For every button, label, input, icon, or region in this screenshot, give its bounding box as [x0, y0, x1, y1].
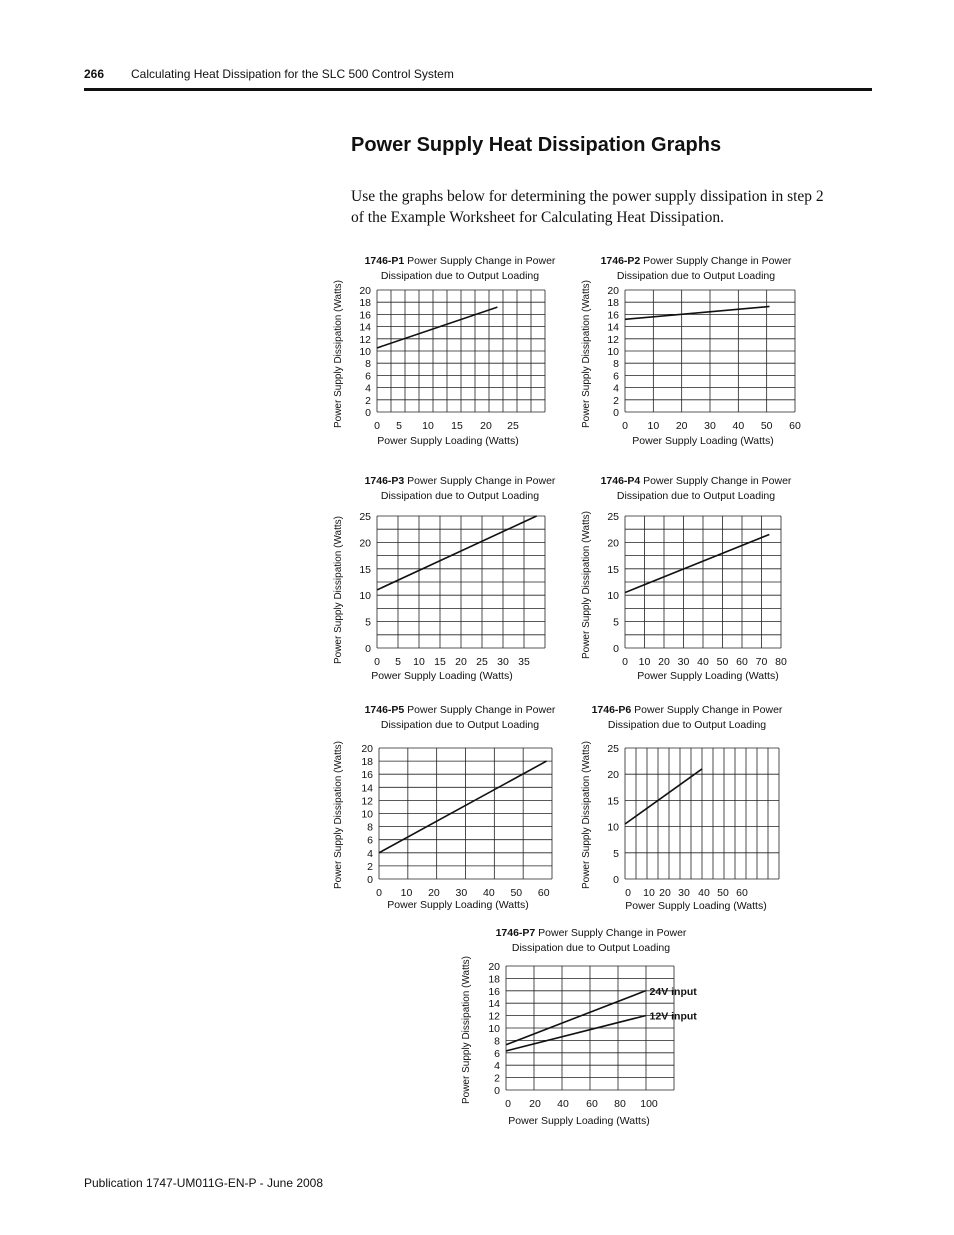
x-tick-label: 10 [647, 420, 660, 432]
chart-p4 [581, 475, 792, 682]
x-tick-label: 20 [529, 1098, 541, 1110]
x-tick-label: 25 [476, 656, 488, 668]
chart-title-model: 1746-P6 [591, 704, 632, 716]
y-tick-label: 2 [613, 394, 619, 407]
x-tick-label: 0 [622, 420, 628, 432]
x-tick-label: 10 [422, 420, 434, 432]
x-tick-label: 15 [451, 420, 463, 432]
y-tick-label: 20 [488, 961, 500, 973]
chart-title [601, 255, 792, 267]
y-tick-label: 18 [359, 297, 371, 310]
x-axis-label: Power Supply Loading (Watts) [387, 899, 529, 911]
x-axis-label: Power Supply Loading (Watts) [371, 670, 513, 682]
y-tick-label: 0 [365, 407, 371, 419]
y-tick-label: 10 [359, 346, 371, 358]
series-line [625, 306, 770, 319]
y-tick-label: 6 [365, 370, 371, 383]
x-tick-label: 40 [698, 887, 710, 899]
chart-p7 [461, 927, 697, 1127]
section-title: Power Supply Heat Dissipation Graphs [351, 134, 722, 156]
y-tick-label: 20 [607, 537, 619, 550]
x-tick-label: 0 [505, 1098, 511, 1110]
x-tick-label: 0 [625, 887, 631, 899]
x-tick-label: 60 [736, 887, 748, 899]
y-tick-label: 5 [613, 616, 619, 629]
y-tick-label: 18 [488, 973, 500, 986]
x-tick-label: 20 [659, 887, 671, 899]
y-tick-label: 4 [367, 847, 373, 860]
series-label: 24V input [649, 985, 697, 998]
x-tick-label: 0 [374, 656, 380, 668]
y-tick-label: 16 [607, 309, 619, 322]
chart-title-model: 1746-P4 [600, 475, 641, 487]
chart-title-model: 1746-P1 [364, 255, 405, 267]
y-tick-label: 8 [494, 1035, 500, 1048]
chart-title-text: Power Supply Change in Power [535, 927, 687, 939]
x-tick-label: 50 [510, 887, 523, 899]
y-tick-label: 8 [365, 358, 371, 371]
chart-title-text: Power Supply Change in Power [640, 255, 792, 267]
y-tick-label: 6 [367, 834, 373, 847]
x-tick-label: 50 [760, 420, 773, 432]
y-tick-label: 6 [494, 1047, 500, 1060]
x-tick-label: 20 [675, 420, 688, 432]
y-tick-label: 4 [365, 382, 371, 395]
y-tick-label: 16 [361, 769, 373, 782]
y-tick-label: 20 [361, 743, 373, 755]
series-line [625, 769, 702, 824]
chart-title-line2: Dissipation due to Output Loading [380, 719, 540, 731]
chart-title-model: 1746-P7 [495, 927, 536, 939]
chart-p3 [333, 475, 556, 682]
y-tick-label: 16 [359, 309, 371, 322]
x-tick-label: 0 [374, 420, 380, 432]
y-tick-label: 0 [613, 643, 619, 655]
y-tick-label: 20 [607, 285, 619, 297]
chart-title-text: Power Supply Change in Power [404, 475, 556, 487]
x-tick-label: 5 [395, 656, 401, 668]
x-tick-label: 80 [775, 656, 787, 668]
y-tick-label: 14 [361, 782, 373, 795]
chart-title [601, 475, 792, 487]
intro-paragraph: Use the graphs below for determining the power supply dissipation in step 2 of the Example Worksheet for Calculating Heat Dissipation. [351, 188, 824, 226]
running-header-title: Calculating Heat Dissipation for the SLC 500 Control System [131, 67, 454, 81]
x-tick-label: 10 [413, 656, 425, 668]
chart-p2 [581, 255, 801, 447]
y-tick-label: 5 [613, 847, 619, 860]
chart-title-line2: Dissipation due to Output Loading [380, 270, 540, 282]
y-tick-label: 5 [365, 616, 371, 629]
chart-title-text: Power Supply Change in Power [631, 704, 783, 716]
x-tick-label: 30 [455, 887, 468, 899]
y-axis-label: Power Supply Dissipation (Watts) [461, 955, 472, 1105]
chart-title-model: 1746-P2 [600, 255, 641, 267]
x-tick-label: 60 [537, 887, 550, 899]
y-axis-label: Power Supply Dissipation (Watts) [581, 510, 592, 660]
y-tick-label: 16 [488, 985, 500, 998]
y-tick-label: 15 [359, 563, 371, 576]
y-tick-label: 25 [607, 511, 619, 523]
y-tick-label: 2 [367, 860, 373, 873]
x-tick-label: 30 [704, 420, 716, 432]
x-tick-label: 30 [497, 656, 509, 668]
y-axis-label: Power Supply Dissipation (Watts) [333, 515, 344, 665]
page-number: 266 [84, 67, 105, 81]
series-line [377, 307, 497, 348]
y-tick-label: 10 [361, 808, 373, 821]
chart-title [496, 927, 687, 939]
y-tick-label: 0 [613, 407, 619, 419]
y-tick-label: 25 [607, 743, 619, 755]
y-tick-label: 10 [488, 1023, 500, 1035]
chart-title-text: Power Supply Change in Power [404, 255, 556, 267]
series-line [625, 534, 769, 592]
y-tick-label: 10 [607, 346, 619, 358]
y-tick-label: 6 [613, 370, 619, 383]
x-tick-label: 50 [717, 887, 729, 899]
y-axis-label: Power Supply Dissipation (Watts) [581, 740, 592, 890]
chart-title-line2: Dissipation due to Output Loading [607, 719, 767, 731]
series-label: 12V input [649, 1010, 697, 1023]
y-tick-label: 0 [365, 643, 371, 655]
x-tick-label: 50 [716, 656, 729, 668]
x-tick-label: 5 [396, 420, 402, 432]
y-tick-label: 10 [607, 821, 619, 834]
y-tick-label: 12 [361, 795, 373, 808]
chart-title [365, 255, 556, 267]
y-tick-label: 25 [359, 511, 371, 523]
x-tick-label: 25 [507, 420, 519, 432]
x-tick-label: 40 [732, 420, 745, 432]
x-tick-label: 30 [677, 656, 690, 668]
x-axis-label: Power Supply Loading (Watts) [625, 900, 767, 912]
x-tick-label: 0 [622, 656, 628, 668]
chart-title-text: Power Supply Change in Power [640, 475, 792, 487]
x-tick-label: 35 [518, 656, 530, 668]
x-tick-label: 20 [455, 656, 467, 668]
x-tick-label: 100 [640, 1098, 658, 1110]
x-tick-label: 60 [789, 420, 801, 432]
x-tick-label: 40 [697, 656, 709, 668]
y-tick-label: 20 [607, 769, 619, 782]
y-tick-label: 0 [494, 1085, 500, 1097]
y-tick-label: 18 [607, 297, 619, 310]
y-axis-label: Power Supply Dissipation (Watts) [333, 740, 344, 890]
y-tick-label: 10 [607, 590, 619, 603]
chart-title [365, 475, 556, 487]
y-tick-label: 20 [359, 285, 371, 297]
y-tick-label: 10 [359, 590, 371, 603]
y-tick-label: 0 [613, 874, 619, 886]
x-tick-label: 20 [428, 887, 440, 899]
chart-title-line2: Dissipation due to Output Loading [616, 490, 776, 502]
y-tick-label: 2 [365, 394, 371, 407]
y-tick-label: 15 [607, 795, 619, 808]
y-tick-label: 0 [367, 874, 373, 886]
x-tick-label: 40 [482, 887, 495, 899]
chart-p6 [581, 704, 783, 912]
publication-footer: Publication 1747-UM011G-EN-P - June 2008 [84, 1176, 324, 1190]
chart-title-line2: Dissipation due to Output Loading [616, 270, 776, 282]
y-axis-label: Power Supply Dissipation (Watts) [333, 279, 344, 429]
y-tick-label: 8 [613, 358, 619, 371]
y-axis-label: Power Supply Dissipation (Watts) [581, 279, 592, 429]
y-tick-label: 20 [359, 537, 371, 550]
x-tick-label: 60 [586, 1098, 598, 1110]
chart-title-line2: Dissipation due to Output Loading [511, 942, 671, 954]
chart-title-model: 1746-P5 [364, 704, 405, 716]
x-tick-label: 60 [736, 656, 748, 668]
chart-p1 [333, 255, 556, 447]
y-tick-label: 14 [488, 998, 500, 1011]
x-tick-label: 70 [755, 656, 768, 668]
y-tick-label: 4 [613, 382, 619, 395]
x-tick-label: 20 [480, 420, 492, 432]
y-tick-label: 8 [367, 821, 373, 834]
y-tick-label: 14 [607, 321, 619, 334]
y-tick-label: 2 [494, 1072, 500, 1085]
chart-title [365, 704, 556, 716]
y-tick-label: 15 [607, 563, 619, 576]
y-tick-label: 12 [359, 333, 371, 346]
series-line [377, 516, 537, 590]
x-axis-label: Power Supply Loading (Watts) [508, 1115, 650, 1127]
x-tick-label: 30 [678, 887, 690, 899]
x-axis-label: Power Supply Loading (Watts) [637, 670, 779, 682]
y-tick-label: 12 [607, 333, 619, 346]
x-tick-label: 10 [643, 887, 655, 899]
y-tick-label: 12 [488, 1010, 500, 1023]
series-line [379, 761, 547, 853]
x-axis-label: Power Supply Loading (Watts) [377, 435, 519, 447]
x-tick-label: 10 [400, 887, 413, 899]
series-line-24v-input [506, 991, 646, 1045]
x-tick-label: 10 [638, 656, 651, 668]
y-tick-label: 18 [361, 756, 373, 769]
x-axis-label: Power Supply Loading (Watts) [632, 435, 774, 447]
x-tick-label: 0 [376, 887, 382, 899]
series-line-12v-input [506, 1016, 646, 1051]
x-tick-label: 80 [614, 1098, 626, 1110]
chart-title-model: 1746-P3 [364, 475, 405, 487]
chart-p5 [333, 704, 556, 911]
x-tick-label: 20 [658, 656, 670, 668]
x-tick-label: 15 [434, 656, 446, 668]
y-tick-label: 4 [494, 1060, 500, 1073]
chart-title-line2: Dissipation due to Output Loading [380, 490, 540, 502]
x-tick-label: 40 [557, 1098, 569, 1110]
chart-title [592, 704, 783, 716]
chart-title-text: Power Supply Change in Power [404, 704, 556, 716]
y-tick-label: 14 [359, 321, 371, 334]
